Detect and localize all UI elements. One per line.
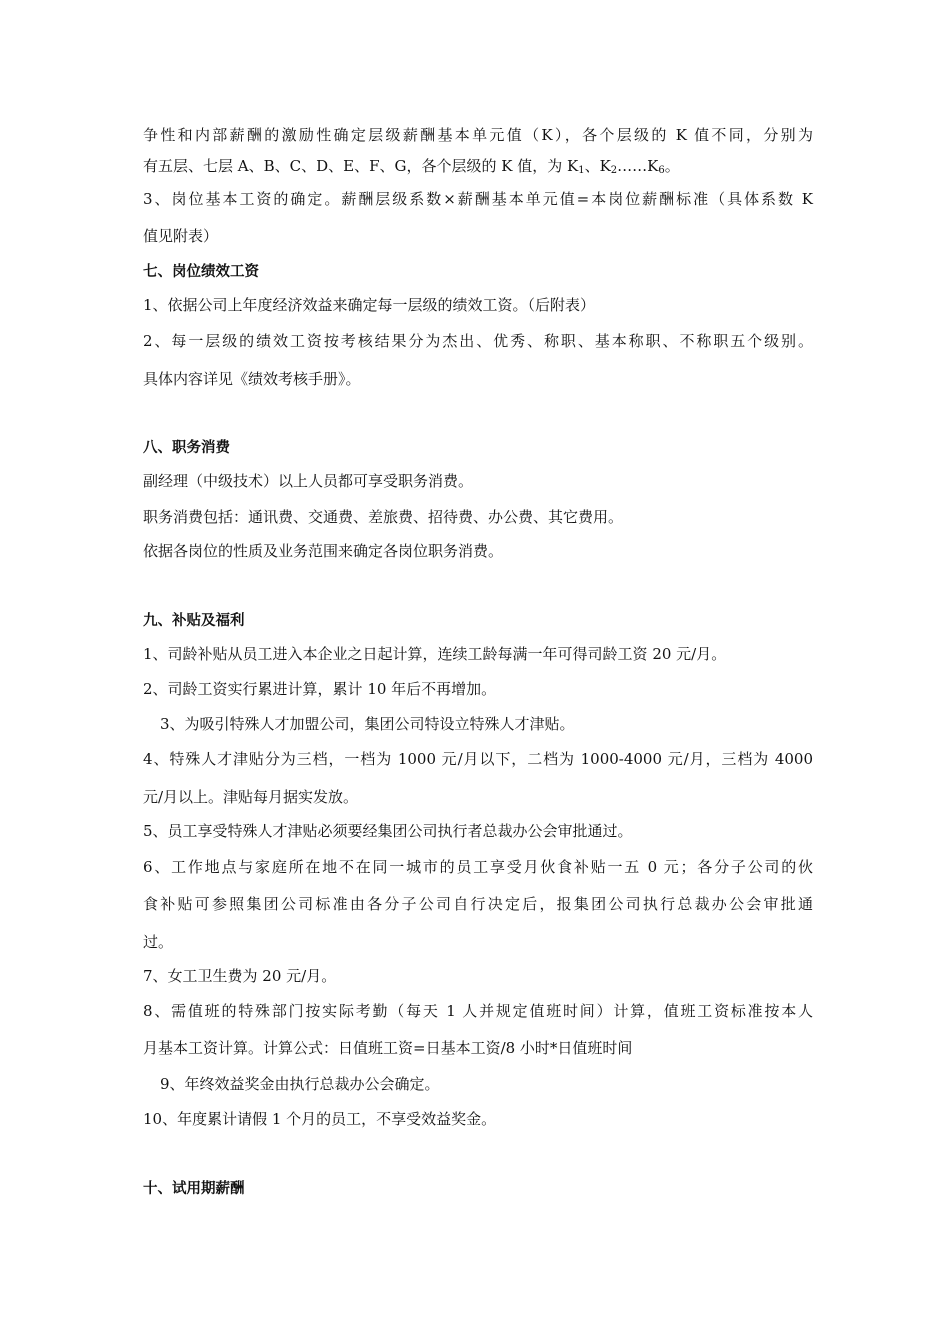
text-run: 有五层、七层 A、B、C、D、E、F、G，各个层级的 K 值，为 K bbox=[143, 157, 579, 175]
paragraph-line: 具体内容详见《绩效考核手册》。 bbox=[143, 370, 361, 388]
list-item: 10、年度累计请假 1 个月的员工，不享受效益奖金。 bbox=[143, 1110, 497, 1128]
section-heading: 九、补贴及福利 bbox=[143, 613, 245, 629]
text-run: ……K bbox=[617, 157, 659, 175]
list-item: 3、为吸引特殊人才加盟公司，集团公司特设立特殊人才津贴。 bbox=[160, 715, 575, 733]
list-item: 1、司龄补贴从员工进入本企业之日起计算，连续工龄每满一年可得司龄工资 20 元/月。 bbox=[143, 645, 727, 663]
paragraph-line: 月基本工资计算。计算公式：日值班工资=日基本工资/8 小时*日值班时间 bbox=[143, 1039, 633, 1057]
list-item: 1、依据公司上年度经济效益来确定每一层级的绩效工资。（后附表） bbox=[143, 296, 596, 314]
paragraph-line: 过。 bbox=[143, 933, 174, 951]
list-item: 5、员工享受特殊人才津贴必须要经集团公司执行者总裁办公会审批通过。 bbox=[143, 822, 633, 840]
list-item: 2、每一层级的绩效工资按考核结果分为杰出、优秀、称职、基本称职、不称职五个级别。 bbox=[143, 332, 813, 350]
list-item: 9、年终效益奖金由执行总裁办公会确定。 bbox=[160, 1075, 440, 1093]
list-item: 6、工作地点与家庭所在地不在同一城市的员工享受月伙食补贴一五 0 元；各分子公司的伙 bbox=[143, 858, 813, 876]
paragraph-line: 元/月以上。津贴每月据实发放。 bbox=[143, 788, 359, 806]
subscript: 1 bbox=[578, 165, 585, 176]
paragraph-line: 职务消费包括：通讯费、交通费、差旅费、招待费、办公费、其它费用。 bbox=[143, 508, 624, 526]
section-heading: 七、岗位绩效工资 bbox=[143, 264, 259, 280]
section-heading: 八、职务消费 bbox=[143, 440, 230, 456]
text-run: 。 bbox=[664, 157, 680, 175]
list-item: 2、司龄工资实行累进计算，累计 10 年后不再增加。 bbox=[143, 680, 497, 698]
paragraph-line: 争性和内部薪酬的激励性确定层级薪酬基本单元值（K），各个层级的 K 值不同，分别为 bbox=[143, 126, 813, 144]
paragraph-line bbox=[143, 155, 813, 177]
paragraph-line: 值见附表） bbox=[143, 227, 219, 245]
paragraph-line: 副经理（中级技术）以上人员都可享受职务消费。 bbox=[143, 472, 474, 490]
text-run: 、K bbox=[584, 157, 611, 175]
list-item: 7、女工卫生费为 20 元/月。 bbox=[143, 967, 337, 985]
list-item: 4、特殊人才津贴分为三档，一档为 1000 元/月以下，二档为 1000-4000 元/月，三档为 4000 bbox=[143, 750, 813, 768]
paragraph-line: 3、岗位基本工资的确定。薪酬层级系数×薪酬基本单元值=本岗位薪酬标准（具体系数 K bbox=[143, 190, 813, 208]
paragraph-line: 依据各岗位的性质及业务范围来确定各岗位职务消费。 bbox=[143, 542, 504, 560]
paragraph-line: 食补贴可参照集团公司标准由各分子公司自行决定后，报集团公司执行总裁办公会审批通 bbox=[143, 895, 813, 913]
section-heading: 十、试用期薪酬 bbox=[143, 1181, 245, 1197]
subscript: 6 bbox=[658, 165, 665, 176]
list-item: 8、需值班的特殊部门按实际考勤（每天 1 人并规定值班时间）计算，值班工资标准按本人 bbox=[143, 1002, 813, 1020]
subscript: 2 bbox=[610, 165, 618, 176]
